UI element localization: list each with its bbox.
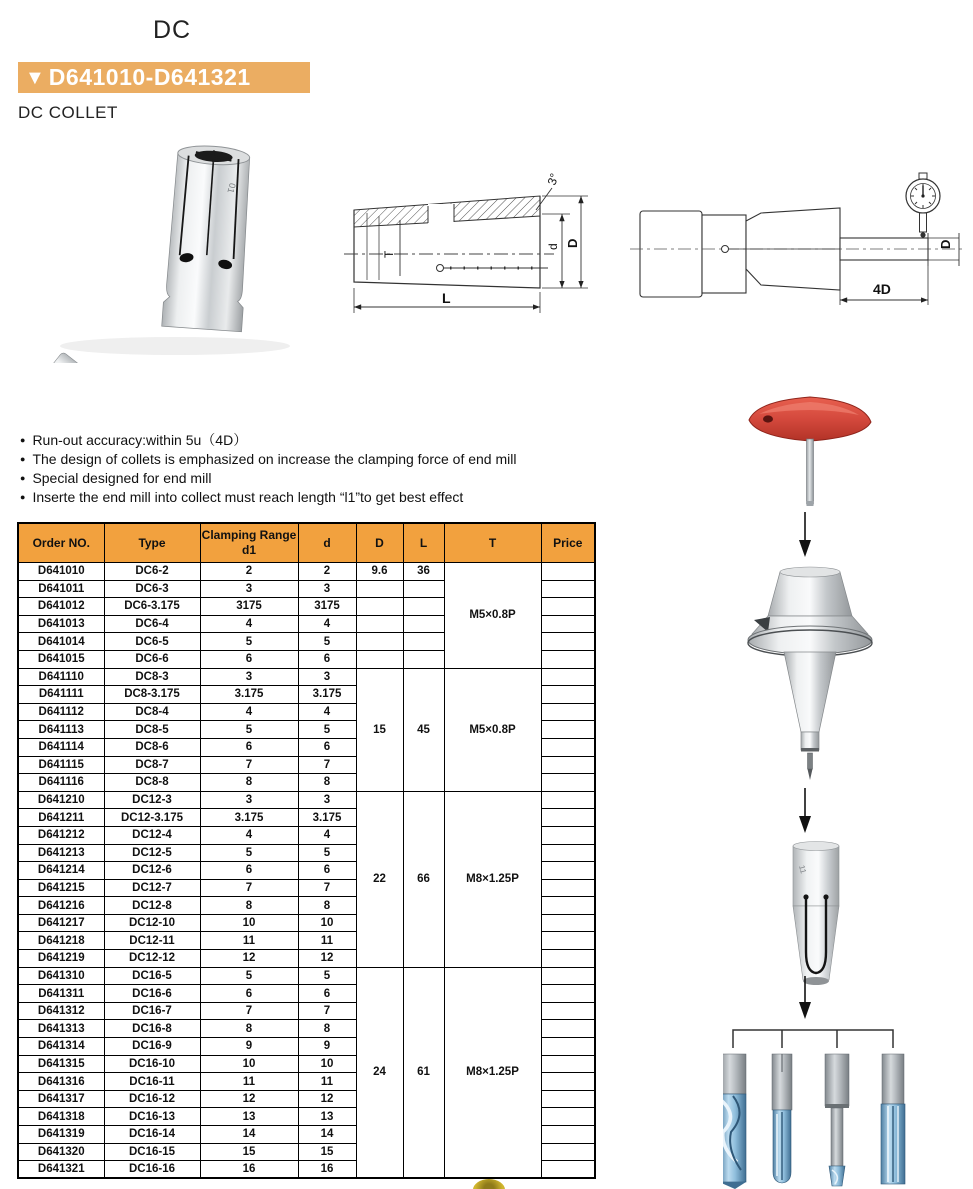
table-cell: D641216 [18, 897, 104, 915]
table-cell: 36 [403, 563, 444, 581]
table-cell: 4 [298, 703, 356, 721]
table-cell: DC16-10 [104, 1055, 200, 1073]
table-cell: D641211 [18, 809, 104, 827]
table-cell: D641212 [18, 826, 104, 844]
feature-item: ● Special designed for end mill [20, 469, 660, 488]
column-header-7: Price [541, 523, 595, 563]
table-cell: 8 [298, 897, 356, 915]
table-cell: DC12-11 [104, 932, 200, 950]
table-cell: D641113 [18, 721, 104, 739]
table-cell: 7 [298, 756, 356, 774]
table-cell: DC8-4 [104, 703, 200, 721]
feature-list [20, 431, 660, 507]
table-cell: DC12-12 [104, 950, 200, 968]
table-cell: D641320 [18, 1143, 104, 1161]
end-mill [772, 1054, 792, 1183]
section-drawing [340, 170, 615, 318]
table-cell [541, 756, 595, 774]
table-cell: 8 [200, 1020, 298, 1038]
table-row [18, 668, 595, 686]
table-cell [541, 563, 595, 581]
collet-photo [30, 138, 310, 363]
table-cell: 9 [298, 1038, 356, 1056]
table-cell: 5 [200, 721, 298, 739]
table-cell: DC12-10 [104, 914, 200, 932]
tool-holder-image [740, 560, 875, 790]
arrow-down-icon [797, 512, 813, 558]
table-cell: 7 [298, 879, 356, 897]
table-row [18, 791, 595, 809]
table-cell: 4 [200, 703, 298, 721]
table-cell: 6 [200, 985, 298, 1003]
table-cell [541, 580, 595, 598]
feature-item: ● Inserte the end mill into collect must reach length “l1”to get best effect [20, 488, 660, 507]
feature-item: ● The design of collets is emphasized on increase the clamping force of end mill [20, 450, 660, 469]
table-cell: 6 [298, 738, 356, 756]
label-angle: 3° [544, 171, 562, 188]
table-cell: DC8-7 [104, 756, 200, 774]
hex-wrench-image [735, 388, 885, 513]
table-cell [541, 668, 595, 686]
table-cell: DC12-6 [104, 862, 200, 880]
table-cell: 3 [298, 668, 356, 686]
table-cell: DC16-15 [104, 1143, 200, 1161]
table-cell: 45 [403, 668, 444, 791]
table-cell: DC16-11 [104, 1073, 200, 1091]
label-d: d [546, 243, 560, 250]
series-range: D641010-D641321 [48, 64, 251, 90]
table-cell [541, 844, 595, 862]
table-cell: 5 [298, 633, 356, 651]
table-cell: 66 [403, 791, 444, 967]
table-cell [541, 1002, 595, 1020]
table-cell [541, 826, 595, 844]
table-cell: 14 [298, 1126, 356, 1144]
table-cell: D641214 [18, 862, 104, 880]
table-cell: 8 [298, 774, 356, 792]
table-cell: DC8-6 [104, 738, 200, 756]
table-cell [541, 1073, 595, 1091]
table-cell [541, 897, 595, 915]
table-cell: 3 [298, 580, 356, 598]
column-header-3: d [298, 523, 356, 563]
table-cell: D641311 [18, 985, 104, 1003]
spec-table-head [18, 523, 595, 563]
table-cell: 16 [200, 1161, 298, 1179]
table-cell: D641210 [18, 791, 104, 809]
table-cell: DC12-3 [104, 791, 200, 809]
table-cell: 5 [200, 844, 298, 862]
table-cell: DC6-3.175 [104, 598, 200, 616]
table-cell: 2 [200, 563, 298, 581]
table-cell: DC8-3.175 [104, 686, 200, 704]
collet-small-image [785, 840, 847, 998]
table-cell [541, 633, 595, 651]
table-cell: 7 [200, 879, 298, 897]
table-cell: 15 [200, 1143, 298, 1161]
table-cell [541, 738, 595, 756]
table-cell [356, 633, 403, 651]
table-cell: D641317 [18, 1090, 104, 1108]
table-cell: 9 [200, 1038, 298, 1056]
label-D: D [565, 238, 580, 248]
table-cell: M5×0.8P [444, 563, 541, 669]
table-cell: DC16-9 [104, 1038, 200, 1056]
table-cell: D641116 [18, 774, 104, 792]
table-cell: D641010 [18, 563, 104, 581]
table-cell [541, 615, 595, 633]
table-cell: D641112 [18, 703, 104, 721]
table-cell [541, 1055, 595, 1073]
table-cell [541, 703, 595, 721]
table-cell: 3 [200, 668, 298, 686]
table-cell [541, 879, 595, 897]
table-cell: 3 [200, 791, 298, 809]
triangle-down-icon: ▼ [25, 66, 45, 89]
runout-drawing [625, 163, 970, 318]
table-cell: 6 [200, 738, 298, 756]
table-cell: DC8-5 [104, 721, 200, 739]
table-cell: 8 [200, 897, 298, 915]
collet-standing [162, 144, 255, 332]
label-T: T [382, 250, 396, 258]
table-cell: D641013 [18, 615, 104, 633]
table-cell: D641316 [18, 1073, 104, 1091]
table-cell [541, 862, 595, 880]
table-cell: DC16-6 [104, 985, 200, 1003]
table-cell: DC6-2 [104, 563, 200, 581]
table-cell: D641011 [18, 580, 104, 598]
table-cell [403, 580, 444, 598]
label-runout-D: D [938, 239, 953, 249]
table-cell: DC16-5 [104, 967, 200, 985]
table-cell: 4 [298, 615, 356, 633]
column-header-1: Type [104, 523, 200, 563]
table-cell [541, 932, 595, 950]
table-cell: 15 [298, 1143, 356, 1161]
column-header-6: T [444, 523, 541, 563]
label-L: L [442, 290, 451, 306]
table-cell: 12 [298, 950, 356, 968]
dial-indicator-icon [906, 173, 940, 238]
table-cell: D641218 [18, 932, 104, 950]
table-cell [541, 1020, 595, 1038]
table-cell: 11 [200, 1073, 298, 1091]
product-subtitle: DC COLLET [18, 103, 118, 122]
table-cell: 11 [200, 932, 298, 950]
table-cell: 6 [298, 650, 356, 668]
arrow-down-icon [797, 976, 813, 1020]
end-mill [881, 1054, 905, 1184]
table-cell: 6 [298, 985, 356, 1003]
column-header-5: L [403, 523, 444, 563]
table-cell: 9.6 [356, 563, 403, 581]
end-mills-image [723, 1020, 968, 1189]
table-cell: D641314 [18, 1038, 104, 1056]
end-mill-stepped [825, 1054, 849, 1186]
table-cell: 22 [356, 791, 403, 967]
table-cell [541, 721, 595, 739]
page-title: DC [153, 16, 192, 44]
table-cell: 5 [298, 967, 356, 985]
table-cell [356, 615, 403, 633]
table-cell: D641111 [18, 686, 104, 704]
table-cell: 2 [298, 563, 356, 581]
table-cell: D641014 [18, 633, 104, 651]
table-cell: D641315 [18, 1055, 104, 1073]
table-cell: 10 [200, 914, 298, 932]
table-cell [541, 1038, 595, 1056]
table-cell: DC6-3 [104, 580, 200, 598]
spec-table [17, 522, 596, 1179]
table-cell: 3175 [200, 598, 298, 616]
feature-item: ● Run-out accuracy:within 5u（4D） [20, 431, 660, 450]
table-row [18, 967, 595, 985]
table-cell [541, 774, 595, 792]
table-cell: 8 [298, 1020, 356, 1038]
table-cell: DC16-12 [104, 1090, 200, 1108]
table-cell: DC16-8 [104, 1020, 200, 1038]
table-cell: 12 [200, 950, 298, 968]
table-cell: D641115 [18, 756, 104, 774]
table-cell: D641114 [18, 738, 104, 756]
table-cell: D641319 [18, 1126, 104, 1144]
table-cell [541, 598, 595, 616]
table-cell: D641310 [18, 967, 104, 985]
table-cell: 12 [298, 1090, 356, 1108]
table-cell: 5 [200, 633, 298, 651]
table-cell: 6 [200, 650, 298, 668]
column-header-2: Clamping Range d1 [200, 523, 298, 563]
table-cell: D641213 [18, 844, 104, 862]
series-banner [18, 62, 310, 93]
table-cell: 3175 [298, 598, 356, 616]
table-cell: D641219 [18, 950, 104, 968]
table-cell: 4 [200, 826, 298, 844]
svg-text:11: 11 [797, 864, 808, 875]
table-cell: D641313 [18, 1020, 104, 1038]
table-cell: DC12-5 [104, 844, 200, 862]
table-cell: M8×1.25P [444, 967, 541, 1178]
table-cell: 5 [200, 967, 298, 985]
table-cell: DC6-4 [104, 615, 200, 633]
table-cell: 14 [200, 1126, 298, 1144]
table-cell [541, 1090, 595, 1108]
table-cell: 3.175 [298, 809, 356, 827]
table-cell [541, 791, 595, 809]
column-header-0: Order NO. [18, 523, 104, 563]
table-cell: 5 [298, 721, 356, 739]
table-cell: 3.175 [298, 686, 356, 704]
table-cell: 3.175 [200, 809, 298, 827]
svg-text:01: 01 [225, 182, 238, 195]
table-cell: 16 [298, 1161, 356, 1179]
table-cell [541, 650, 595, 668]
table-cell: DC12-8 [104, 897, 200, 915]
table-cell [541, 1108, 595, 1126]
table-cell [541, 950, 595, 968]
table-cell: 10 [200, 1055, 298, 1073]
table-cell: DC12-3.175 [104, 809, 200, 827]
table-cell: 12 [200, 1090, 298, 1108]
table-cell: D641312 [18, 1002, 104, 1020]
table-cell: 6 [298, 862, 356, 880]
label-runout-len: 4D [873, 281, 891, 297]
table-cell [541, 914, 595, 932]
table-cell [403, 633, 444, 651]
table-cell: DC12-4 [104, 826, 200, 844]
table-cell: 10 [298, 1055, 356, 1073]
table-cell [541, 1143, 595, 1161]
table-cell: M5×0.8P [444, 668, 541, 791]
table-cell: 3 [200, 580, 298, 598]
table-cell: 7 [298, 1002, 356, 1020]
table-row [18, 563, 595, 581]
table-cell: 11 [298, 932, 356, 950]
table-cell: D641217 [18, 914, 104, 932]
table-cell [541, 967, 595, 985]
table-cell [541, 809, 595, 827]
drill-bit [723, 1054, 746, 1189]
table-cell: M8×1.25P [444, 791, 541, 967]
table-cell: 7 [200, 756, 298, 774]
table-cell: DC8-8 [104, 774, 200, 792]
column-header-4: D [356, 523, 403, 563]
table-cell: 6 [200, 862, 298, 880]
table-cell: DC12-7 [104, 879, 200, 897]
table-cell: 15 [356, 668, 403, 791]
table-cell: D641012 [18, 598, 104, 616]
bracket-lines [733, 1030, 893, 1048]
table-cell [356, 598, 403, 616]
arrow-down-icon [797, 788, 813, 834]
table-cell: D641215 [18, 879, 104, 897]
table-cell: DC16-13 [104, 1108, 200, 1126]
table-cell: 24 [356, 967, 403, 1178]
table-cell [541, 1161, 595, 1179]
table-cell: D641110 [18, 668, 104, 686]
table-cell [403, 650, 444, 668]
page-number-badge [473, 1179, 505, 1189]
table-cell: 10 [298, 914, 356, 932]
table-cell: D641321 [18, 1161, 104, 1179]
table-cell [541, 1126, 595, 1144]
table-cell: 5 [298, 844, 356, 862]
table-cell: 11 [298, 1073, 356, 1091]
table-cell: 7 [200, 1002, 298, 1020]
table-cell: D641015 [18, 650, 104, 668]
table-cell: 13 [200, 1108, 298, 1126]
table-cell: D641318 [18, 1108, 104, 1126]
table-cell [541, 686, 595, 704]
table-cell [541, 985, 595, 1003]
table-cell: DC16-16 [104, 1161, 200, 1179]
table-cell: 4 [298, 826, 356, 844]
table-cell: 3 [298, 791, 356, 809]
table-cell: 61 [403, 967, 444, 1178]
table-cell: DC8-3 [104, 668, 200, 686]
table-cell: 13 [298, 1108, 356, 1126]
table-cell: DC16-7 [104, 1002, 200, 1020]
table-cell: DC6-5 [104, 633, 200, 651]
table-cell: DC6-6 [104, 650, 200, 668]
table-cell [403, 598, 444, 616]
table-cell: 8 [200, 774, 298, 792]
table-cell [356, 650, 403, 668]
table-cell: 3.175 [200, 686, 298, 704]
spec-table-body [18, 563, 595, 1179]
table-cell: DC16-14 [104, 1126, 200, 1144]
table-cell [403, 615, 444, 633]
table-cell [356, 580, 403, 598]
table-cell: 4 [200, 615, 298, 633]
